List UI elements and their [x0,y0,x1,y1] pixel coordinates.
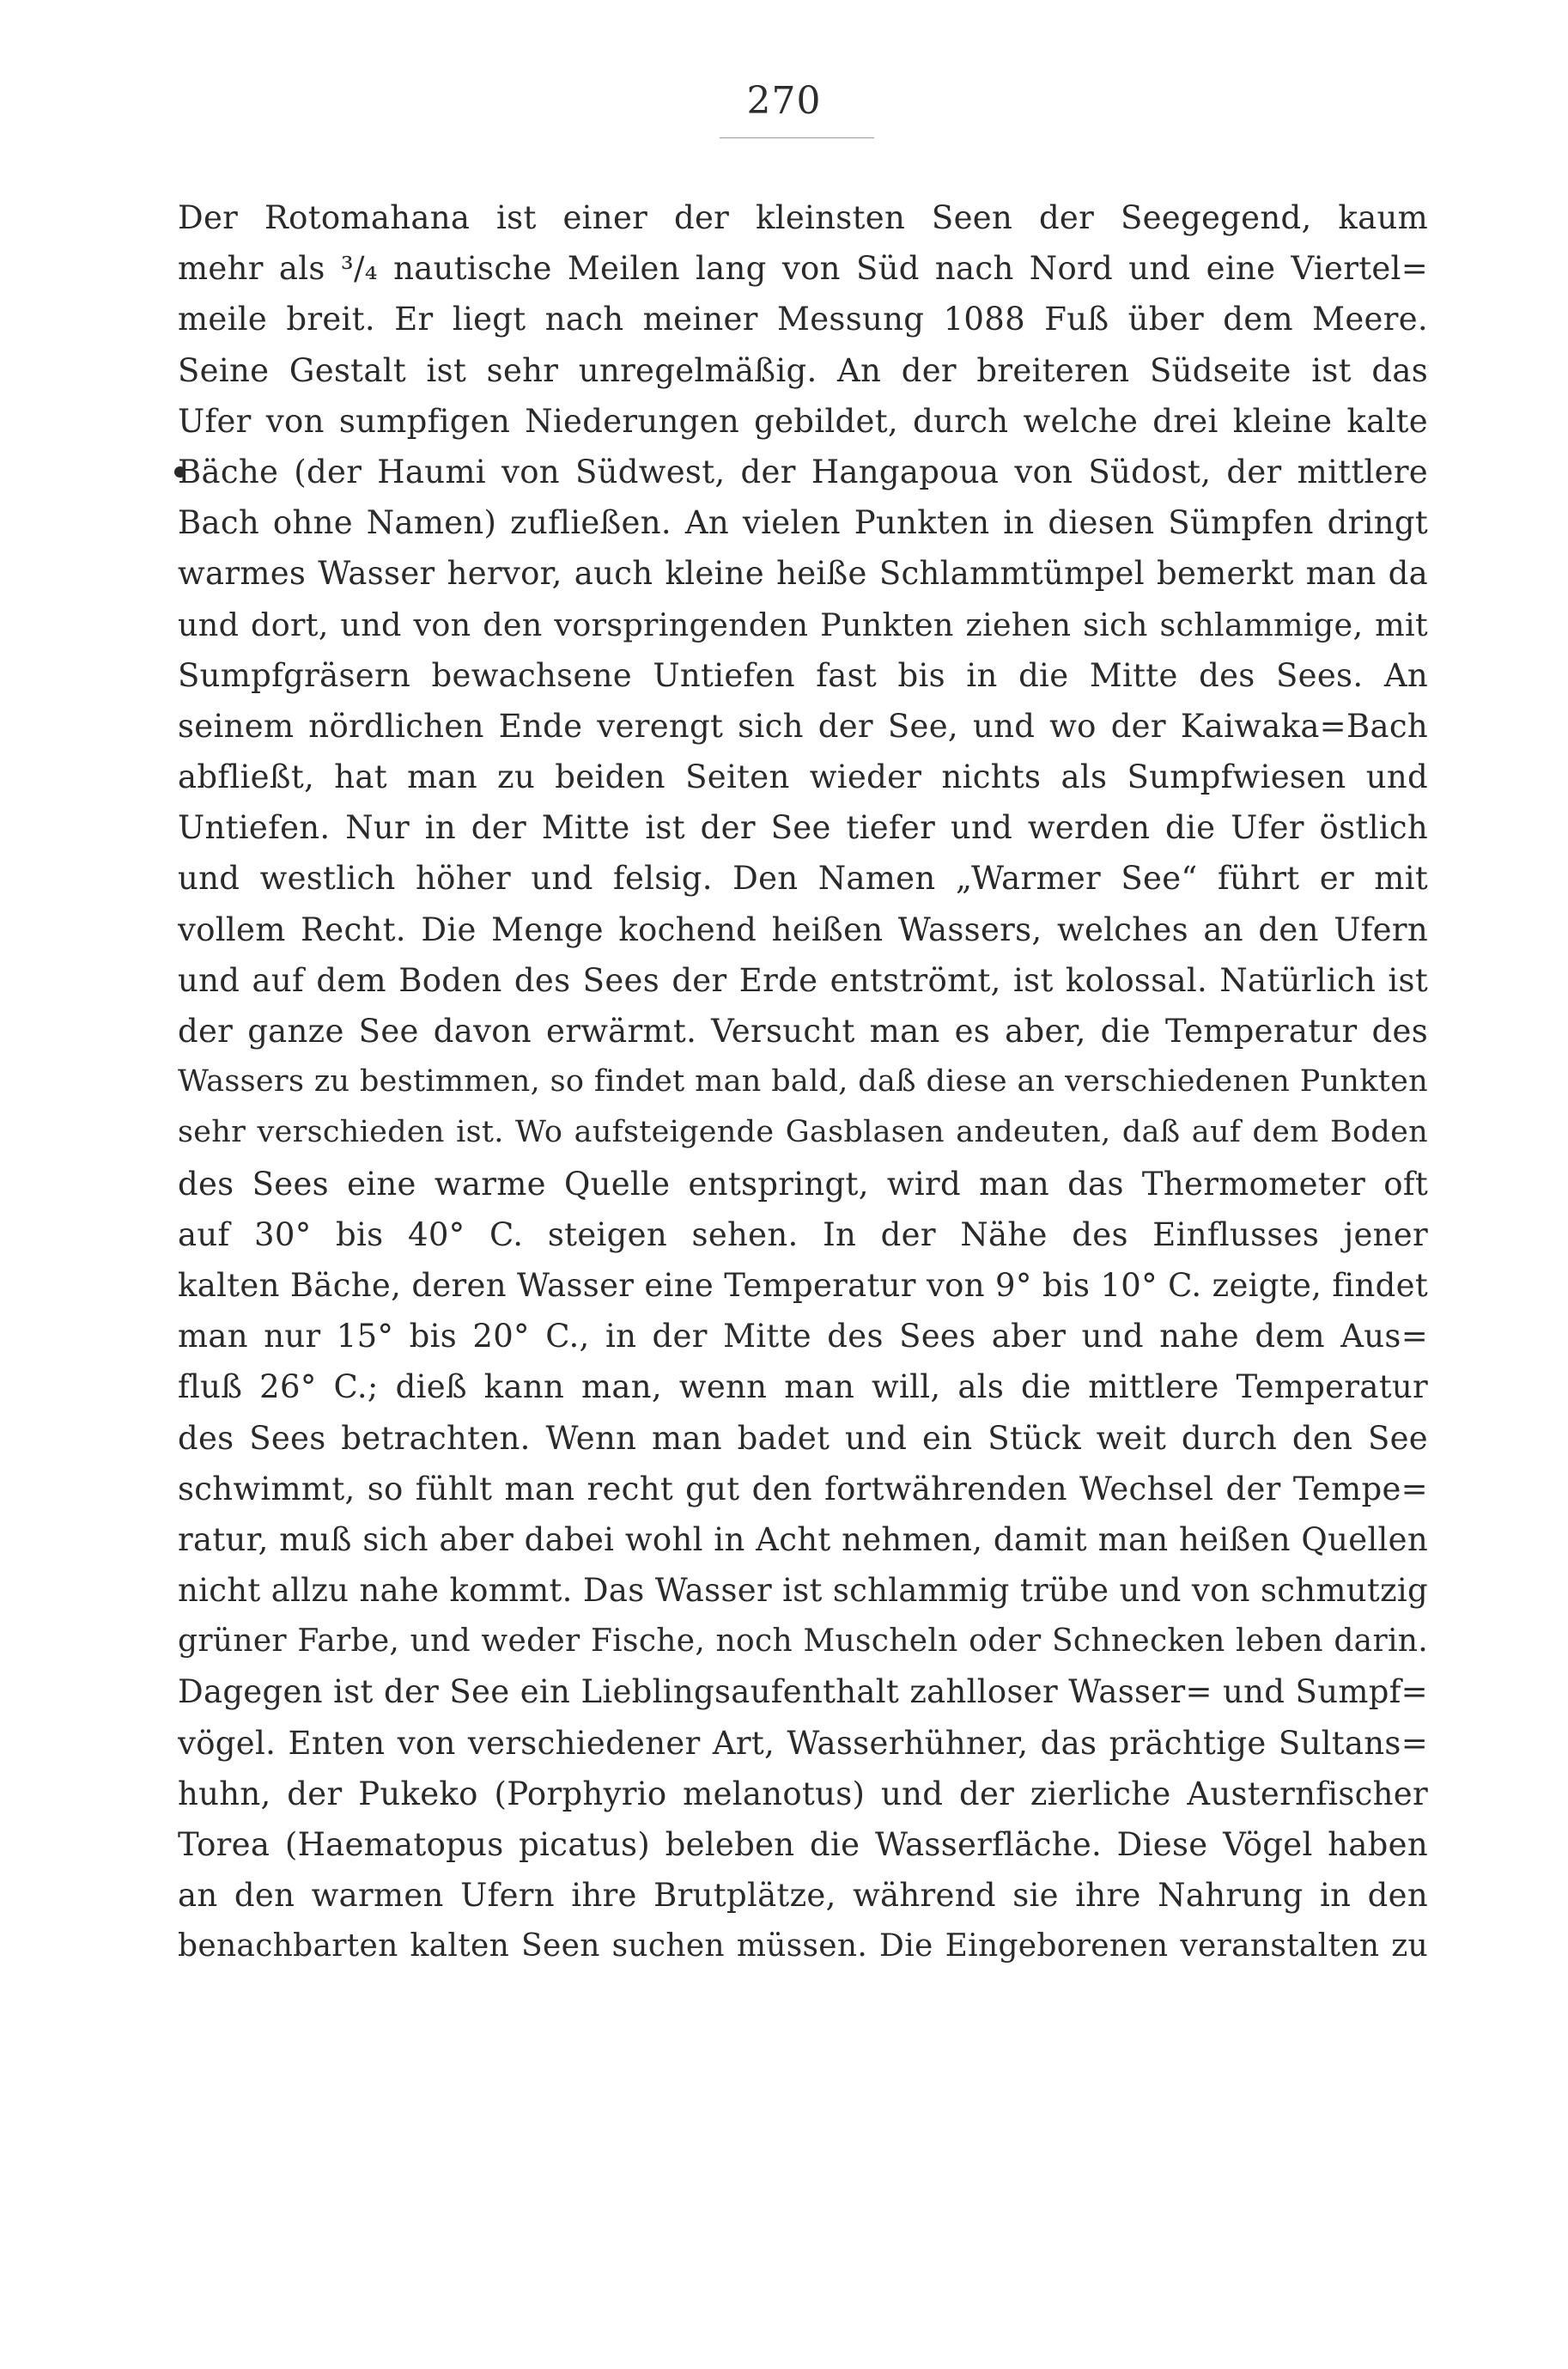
text-line: seinem nördlichen Ende verengt sich der See, und wo der Kaiwaka=Bach [178,707,1428,745]
header-rule [720,137,874,138]
text-line: mehr als ³/₄ nautische Meilen lang von Süd nach Nord und eine Viertel= [178,250,1428,288]
text-line: meile breit. Er liegt nach meiner Messung 1088 Fuß über dem Meere. [178,301,1428,338]
text-line: des Sees betrachten. Wenn man badet und ein Stück weit durch den See [178,1419,1428,1457]
text-line: fluß 26° C.; dieß kann man, wenn man will, als die mittlere Temperatur [178,1368,1428,1406]
text-line: Bäche (der Haumi von Südwest, der Hangapoua von Südost, der mittlere [178,453,1428,490]
text-line: abfließt, hat man zu beiden Seiten wieder nichts als Sumpfwiesen und [178,758,1428,796]
text-line: Untiefen. Nur in der Mitte ist der See tiefer und werden die Ufer östlich [178,809,1428,847]
text-line: kalten Bäche, deren Wasser eine Temperatur von 9° bis 10° C. zeigte, findet [178,1266,1428,1304]
text-line: Der Rotomahana ist einer der kleinsten Seen der Seegegend, kaum [178,199,1428,236]
text-line: an den warmen Ufern ihre Brutplätze, während sie ihre Nahrung in den [178,1877,1428,1915]
page-number: 270 [746,79,822,123]
text-line: Seine Gestalt ist sehr unregelmäßig. An der breiteren Südseite ist das [178,351,1428,389]
text-line: der ganze See davon erwärmt. Versucht man es aber, die Temperatur des [178,1013,1428,1050]
text-line: benachbarten kalten Seen suchen müssen. Die Eingeborenen veranstalten zu [178,1928,1428,1964]
text-line: Torea (Haematopus picatus) beleben die Wasserfläche. Diese Vögel haben [178,1826,1428,1863]
text-line: Dagegen ist der See ein Lieblingsaufenthalt zahlloser Wasser= und Sumpf= [178,1673,1428,1711]
text-line: und westlich höher und felsig. Den Namen „Warmer See“ führt er mit [178,860,1428,898]
text-line: des Sees eine warme Quelle entspringt, wird man das Thermometer oft [178,1165,1428,1203]
text-line: Bach ohne Namen) zufließen. An vielen Punkten in diesen Sümpfen dringt [178,504,1428,542]
text-line: vögel. Enten von verschiedener Art, Wasserhühner, das prächtige Sultans= [178,1724,1428,1762]
text-line: Ufer von sumpfigen Niederungen gebildet, durch welche drei kleine kalte [178,402,1428,440]
text-line: schwimmt, so fühlt man recht gut den fortwährenden Wechsel der Tempe= [178,1470,1428,1507]
text-line: und auf dem Boden des Sees der Erde entströmt, ist kolossal. Natürlich ist [178,961,1428,999]
text-line: ratur, muß sich aber dabei wohl in Acht nehmen, damit man heißen Quellen [178,1520,1428,1558]
text-line: auf 30° bis 40° C. steigen sehen. In der Nähe des Einflusses jener [178,1215,1428,1253]
text-line: huhn, der Pukeko (Porphyrio melanotus) und der zierliche Austernfischer [178,1775,1428,1812]
text-line: Wassers zu bestimmen, so findet man bald, daß diese an verschiedenen Punkten [178,1064,1428,1099]
text-line: Sumpfgräsern bewachsene Untiefen fast bis in die Mitte des Sees. An [178,656,1428,694]
text-line: sehr verschieden ist. Wo aufsteigende Gasblasen andeuten, daß auf dem Boden [178,1115,1428,1150]
text-line: nicht allzu nahe kommt. Das Wasser ist schlammig trübe und von schmutzig [178,1572,1428,1610]
text-line: vollem Recht. Die Menge kochend heißen Wassers, welches an den Ufern [178,910,1428,948]
text-line: grüner Farbe, und weder Fische, noch Muscheln oder Schnecken leben darin. [178,1623,1428,1660]
text-line: und dort, und von den vorspringenden Punkten ziehen sich schlammige, mit [178,606,1428,643]
text-line: warmes Wasser hervor, auch kleine heiße Schlammtümpel bemerkt man da [178,555,1428,593]
body-paragraph [178,192,1428,1972]
text-line: man nur 15° bis 20° C., in der Mitte des Sees aber und nahe dem Aus= [178,1318,1428,1355]
